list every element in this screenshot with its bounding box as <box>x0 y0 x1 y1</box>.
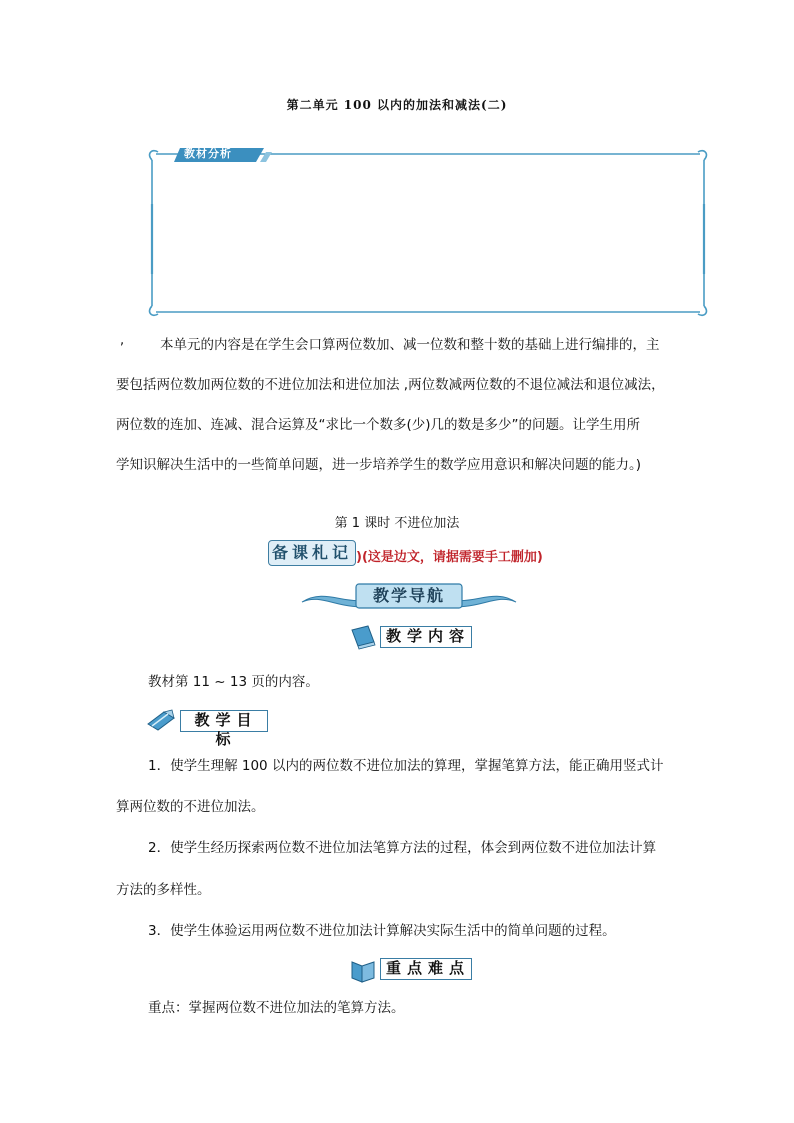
section-goals-heading <box>180 710 268 748</box>
teaching-nav-banner <box>298 580 520 614</box>
goal-item: 方法的多样性。 <box>116 882 211 898</box>
stray-mark: , <box>120 333 125 348</box>
pencil-icon <box>146 708 176 734</box>
keypoints-text: 重点：掌握两位数不进位加法的笔算方法。 <box>148 1000 405 1016</box>
goal-item: 3．使学生体验运用两位数不进位加法计算解决实际生活中的简单问题的过程。 <box>148 923 616 939</box>
teaching-nav-label: 教学导航 <box>372 586 445 605</box>
frame-border <box>146 146 710 320</box>
analysis-line: 本单元的内容是在学生会口算两位数加、减一位数和整十数的基础上进行编排的，主 <box>160 337 660 353</box>
section-content-label: 教学内容 <box>385 627 470 645</box>
analysis-frame <box>146 146 710 320</box>
analysis-line: 两位数的连加、连减、混合运算及“求比一个数多(少)几的数是多少”的问题。让学生用所 <box>116 417 641 433</box>
book-icon <box>348 624 378 650</box>
section-keypoints-heading <box>380 958 472 980</box>
book-icon <box>348 958 378 984</box>
section-content-heading <box>380 626 472 648</box>
goal-item: 2．使学生经历探索两位数不进位加法笔算方法的过程，体会到两位数不进位加法计算 <box>148 840 657 856</box>
goal-item: 1．使学生理解 100 以内的两位数不进位加法的算理，掌握笔算方法，能正确用竖式计 <box>148 758 664 774</box>
analysis-line: 要包括两位数加两位数的不进位加法和进位加法 ,两位数减两位数的不退位减法和退位减法， <box>116 377 665 393</box>
analysis-line: 学知识解决生活中的一些简单问题，进一步培养学生的数学应用意识和解决问题的能力。) <box>116 457 642 473</box>
section-keypoints-label: 重点难点 <box>385 959 470 977</box>
lesson-title: 第 1 课时 不进位加法 <box>334 516 460 531</box>
page-header: 第二单元 100 以内的加法和减法(二) <box>286 98 508 112</box>
lesson-notes-box <box>268 540 356 566</box>
section-content-text: 教材第 11 ~ 13 页的内容。 <box>148 674 319 690</box>
analysis-tag <box>176 146 268 162</box>
analysis-paragraph <box>116 325 686 485</box>
goal-item: 算两位数的不进位加法。 <box>116 799 265 815</box>
notes-hint: )(这是边文，请据需要手工删加) <box>356 550 543 565</box>
lesson-notes-label: 备课札记 <box>271 543 352 562</box>
section-goals-label: 教学目标 <box>194 711 258 748</box>
analysis-tag-label: 教材分析 <box>184 147 232 160</box>
